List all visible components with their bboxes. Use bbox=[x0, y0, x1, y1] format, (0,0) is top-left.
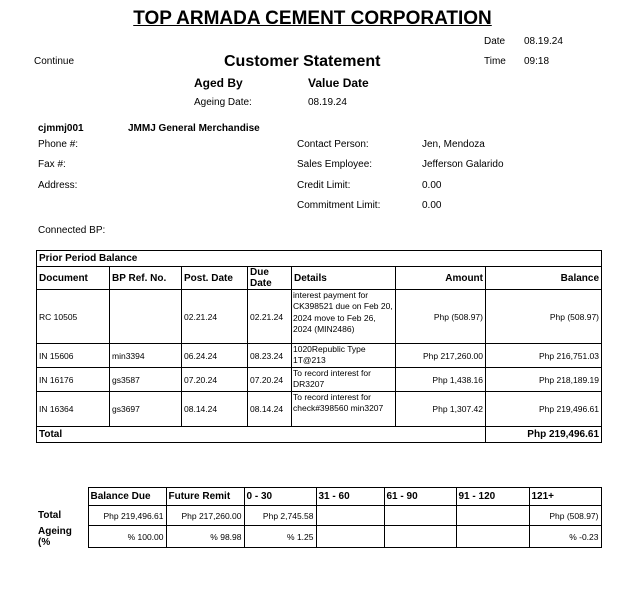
cell-bp-ref: gs3587 bbox=[110, 368, 182, 392]
aging-pct-future-remit: % 98.98 bbox=[166, 526, 244, 548]
cell-document: IN 15606 bbox=[37, 344, 110, 368]
col-post-date: Post. Date bbox=[182, 267, 248, 290]
cell-amount: Php (508.97) bbox=[396, 290, 486, 344]
time-value: 09:18 bbox=[524, 56, 550, 67]
total-value: Php 219,496.61 bbox=[486, 427, 602, 443]
statement-table bbox=[36, 250, 602, 443]
credit-limit-value: 0.00 bbox=[422, 180, 442, 191]
fax-label: Fax #: bbox=[38, 159, 66, 170]
aging-col-0-30: 0 - 30 bbox=[244, 488, 316, 506]
sales-employee-label: Sales Employee: bbox=[297, 159, 373, 170]
aging-col-31-60: 31 - 60 bbox=[316, 488, 384, 506]
col-balance: Balance bbox=[486, 267, 602, 290]
cell-post-date: 06.24.24 bbox=[182, 344, 248, 368]
cell-balance: Php 216,751.03 bbox=[486, 344, 602, 368]
cell-balance: Php 218,189.19 bbox=[486, 368, 602, 392]
cell-details bbox=[292, 368, 396, 392]
aging-header-spacer bbox=[36, 488, 88, 506]
aging-table bbox=[36, 487, 602, 548]
details-text: interest payment for CK398521 due on Feb 20, 2024 move to Feb 26, 2024 (MIN2486) bbox=[293, 290, 393, 334]
cell-document: IN 16364 bbox=[37, 392, 110, 427]
aging-col-91-120: 91 - 120 bbox=[456, 488, 529, 506]
commitment-limit-value: 0.00 bbox=[422, 200, 442, 211]
aging-pct-31-60 bbox=[316, 526, 384, 548]
aging-percent-label: Ageing (% bbox=[38, 525, 72, 548]
cell-balance: Php (508.97) bbox=[486, 290, 602, 344]
cell-bp-ref: min3394 bbox=[110, 344, 182, 368]
cell-amount: Php 217,260.00 bbox=[396, 344, 486, 368]
phone-label: Phone #: bbox=[38, 139, 79, 150]
cell-due-date: 08.23.24 bbox=[248, 344, 292, 368]
cell-post-date: 02.21.24 bbox=[182, 290, 248, 344]
col-amount: Amount bbox=[396, 267, 486, 290]
cell-post-date: 07.20.24 bbox=[182, 368, 248, 392]
cell-post-date: 08.14.24 bbox=[182, 392, 248, 427]
customer-name: JMMJ General Merchandise bbox=[128, 123, 260, 134]
date-label: Date bbox=[484, 36, 506, 47]
aging-total-balance-due: Php 219,496.61 bbox=[88, 506, 166, 526]
aging-total-label: Total bbox=[38, 510, 62, 521]
address-label: Address: bbox=[38, 180, 78, 191]
continue-label: Continue bbox=[34, 56, 75, 67]
cell-document: IN 16176 bbox=[37, 368, 110, 392]
prior-period-row bbox=[37, 251, 602, 267]
aged-by-label: Aged By bbox=[194, 76, 243, 90]
table-row bbox=[37, 392, 602, 427]
cell-due-date: 08.14.24 bbox=[248, 392, 292, 427]
table-header-row bbox=[37, 267, 602, 290]
aging-total-61-90 bbox=[384, 506, 456, 526]
aging-col-121-plus: 121+ bbox=[529, 488, 601, 506]
col-bp-ref: BP Ref. No. bbox=[110, 267, 182, 290]
table-row bbox=[37, 344, 602, 368]
aging-total-row bbox=[36, 506, 601, 526]
aging-percent-row bbox=[36, 526, 601, 548]
col-document: Document bbox=[37, 267, 110, 290]
cell-balance: Php 219,496.61 bbox=[486, 392, 602, 427]
aging-col-balance-due: Balance Due bbox=[88, 488, 166, 506]
cell-details bbox=[292, 290, 396, 344]
time-label: Time bbox=[484, 56, 506, 67]
aging-col-future-remit: Future Remit bbox=[166, 488, 244, 506]
col-due-date: Due Date bbox=[248, 267, 292, 290]
cell-amount: Php 1,438.16 bbox=[396, 368, 486, 392]
value-date-label: Value Date bbox=[308, 76, 369, 90]
table-row bbox=[37, 368, 602, 392]
cell-details bbox=[292, 392, 396, 427]
aging-total-121-plus: Php (508.97) bbox=[529, 506, 601, 526]
total-label: Total bbox=[37, 427, 486, 443]
cell-due-date: 07.20.24 bbox=[248, 368, 292, 392]
cell-bp-ref: gs3697 bbox=[110, 392, 182, 427]
ageing-date-label: Ageing Date: bbox=[194, 97, 252, 108]
date-value: 08.19.24 bbox=[524, 36, 563, 47]
details-text: To record interest for check#398560 min3207 bbox=[293, 392, 384, 414]
aging-total-31-60 bbox=[316, 506, 384, 526]
details-text: To record interest for DR3207 bbox=[293, 368, 371, 390]
commitment-limit-label: Commitment Limit: bbox=[297, 200, 381, 211]
sales-employee-value: Jefferson Galarido bbox=[422, 159, 504, 170]
company-title: TOP ARMADA CEMENT CORPORATION bbox=[133, 8, 492, 29]
aging-col-61-90: 61 - 90 bbox=[384, 488, 456, 506]
contact-person-label: Contact Person: bbox=[297, 139, 369, 150]
aging-header-row bbox=[36, 488, 601, 506]
cell-amount: Php 1,307.42 bbox=[396, 392, 486, 427]
ageing-date-value: 08.19.24 bbox=[308, 97, 347, 108]
col-details: Details bbox=[292, 267, 396, 290]
cell-details bbox=[292, 344, 396, 368]
cell-bp-ref bbox=[110, 290, 182, 344]
aging-pct-121-plus: % -0.23 bbox=[529, 526, 601, 548]
statement-title: Customer Statement bbox=[224, 53, 381, 70]
details-text: 1020Republic Type 1T@213 bbox=[293, 344, 366, 366]
aging-total-91-120 bbox=[456, 506, 529, 526]
customer-code: cjmmj001 bbox=[38, 123, 84, 134]
aging-total-future-remit: Php 217,260.00 bbox=[166, 506, 244, 526]
contact-person-value: Jen, Mendoza bbox=[422, 139, 485, 150]
aging-pct-0-30: % 1.25 bbox=[244, 526, 316, 548]
total-row bbox=[37, 427, 602, 443]
prior-period-label: Prior Period Balance bbox=[37, 251, 602, 267]
cell-due-date: 02.21.24 bbox=[248, 290, 292, 344]
aging-total-0-30: Php 2,745.58 bbox=[244, 506, 316, 526]
credit-limit-label: Credit Limit: bbox=[297, 180, 351, 191]
cell-document: RC 10505 bbox=[37, 290, 110, 344]
connected-bp-label: Connected BP: bbox=[38, 225, 106, 236]
aging-pct-61-90 bbox=[384, 526, 456, 548]
table-row bbox=[37, 290, 602, 344]
aging-pct-91-120 bbox=[456, 526, 529, 548]
aging-pct-balance-due: % 100.00 bbox=[88, 526, 166, 548]
